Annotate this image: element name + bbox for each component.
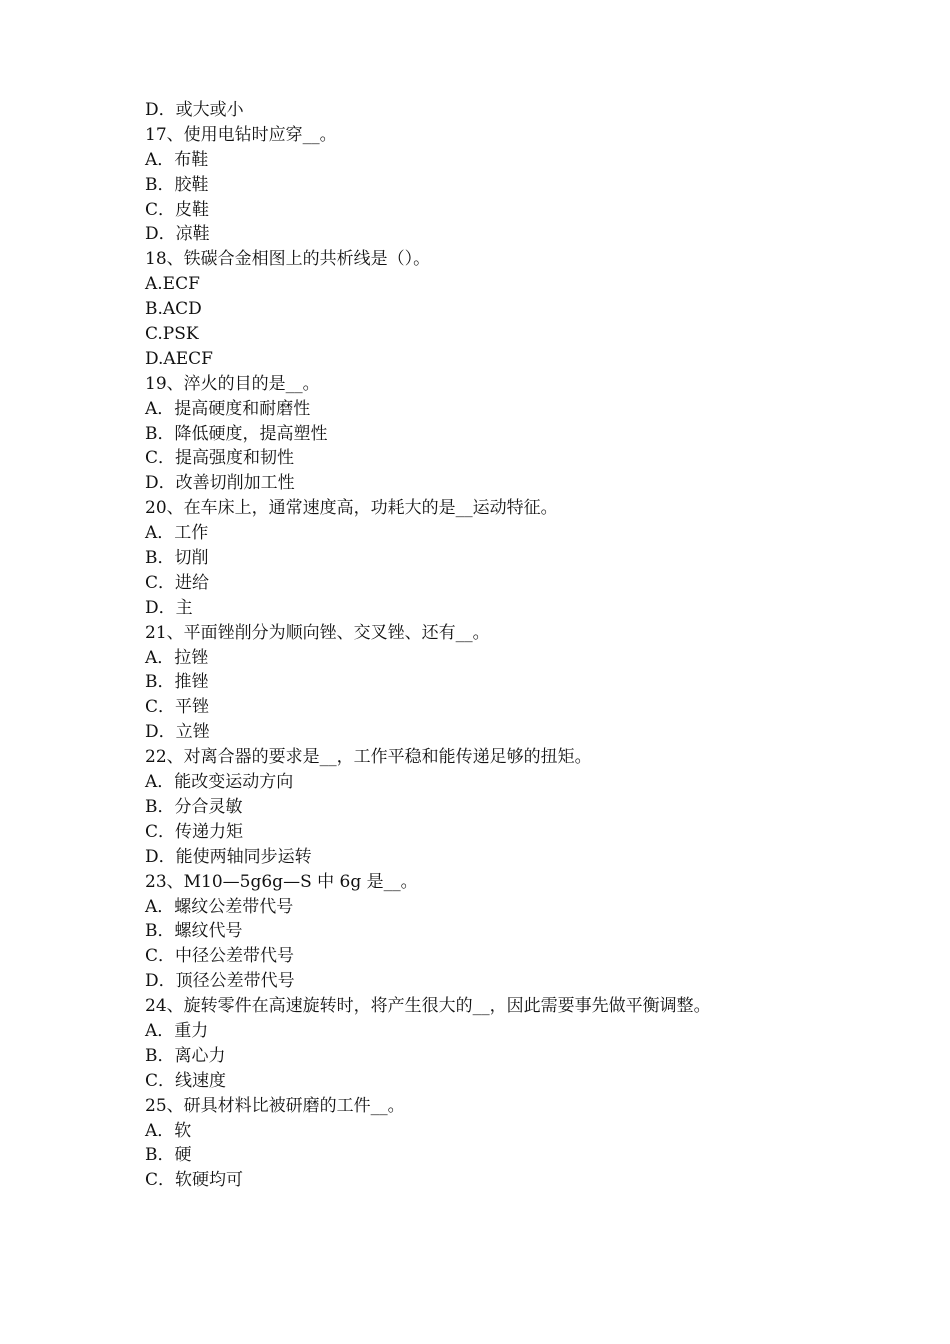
answer-option: A.ECF — [145, 274, 200, 295]
question-stem: 25、研具材料比被研磨的工件__。 — [145, 1095, 405, 1116]
answer-option: A．螺纹公差带代号 — [145, 896, 294, 917]
answer-option: A．工作 — [145, 523, 209, 544]
answer-option: B．离心力 — [145, 1045, 226, 1066]
question-stem: 20、在车床上，通常速度高，功耗大的是__运动特征。 — [145, 498, 558, 519]
question-stem: 18、铁碳合金相图上的共析线是（）。 — [145, 249, 431, 270]
answer-option: B.ACD — [145, 299, 202, 320]
answer-option: D．或大或小 — [145, 100, 244, 120]
answer-option: B．降低硬度，提高塑性 — [145, 423, 328, 444]
question-stem: 22、对离合器的要求是__，工作平稳和能传递足够的扭矩。 — [145, 747, 592, 768]
question-text-block — [145, 98, 845, 1193]
answer-option: D．凉鞋 — [145, 224, 210, 245]
answer-option: C．传递力矩 — [145, 821, 244, 842]
answer-option: D．顶径公差带代号 — [145, 971, 295, 992]
answer-option: D．改善切削加工性 — [145, 473, 295, 494]
answer-option: A．重力 — [145, 1020, 209, 1041]
answer-option: C．线速度 — [145, 1070, 227, 1091]
answer-option: D．立锉 — [145, 722, 210, 743]
answer-option: B．分合灵敏 — [145, 796, 243, 817]
answer-option: C．提高强度和韧性 — [145, 448, 295, 469]
answer-option: B．切削 — [145, 548, 209, 569]
question-stem: 17、使用电钻时应穿__。 — [145, 124, 337, 145]
question-stem: 19、淬火的目的是__。 — [145, 373, 320, 394]
answer-option: B．推锉 — [145, 672, 209, 693]
answer-option: D．能使两轴同步运转 — [145, 846, 312, 867]
answer-option: D．主 — [145, 597, 193, 618]
answer-option: A．提高硬度和耐磨性 — [145, 398, 311, 419]
answer-option: C.PSK — [145, 324, 199, 345]
question-stem: 23、M10—5g6g—S 中 6g 是__。 — [145, 871, 418, 892]
answer-option: C．中径公差带代号 — [145, 946, 295, 967]
answer-option: C．平锉 — [145, 697, 210, 718]
answer-option: A．拉锉 — [145, 647, 209, 668]
answer-option: B．硬 — [145, 1145, 192, 1166]
answer-option: A．能改变运动方向 — [145, 772, 294, 793]
answer-option: D.AECF — [145, 348, 213, 369]
answer-option: B．螺纹代号 — [145, 921, 243, 942]
answer-option: A．布鞋 — [145, 149, 209, 170]
question-stem: 24、旋转零件在高速旋转时，将产生很大的__，因此需要事先做平衡调整。 — [145, 996, 711, 1017]
answer-option: B．胶鞋 — [145, 174, 209, 195]
answer-option: A．软 — [145, 1120, 192, 1141]
answer-option: C．皮鞋 — [145, 199, 210, 220]
answer-option: C．进给 — [145, 572, 210, 593]
question-stem: 21、平面锉削分为顺向锉、交叉锉、还有__。 — [145, 622, 490, 643]
answer-option: C．软硬均可 — [145, 1170, 244, 1191]
